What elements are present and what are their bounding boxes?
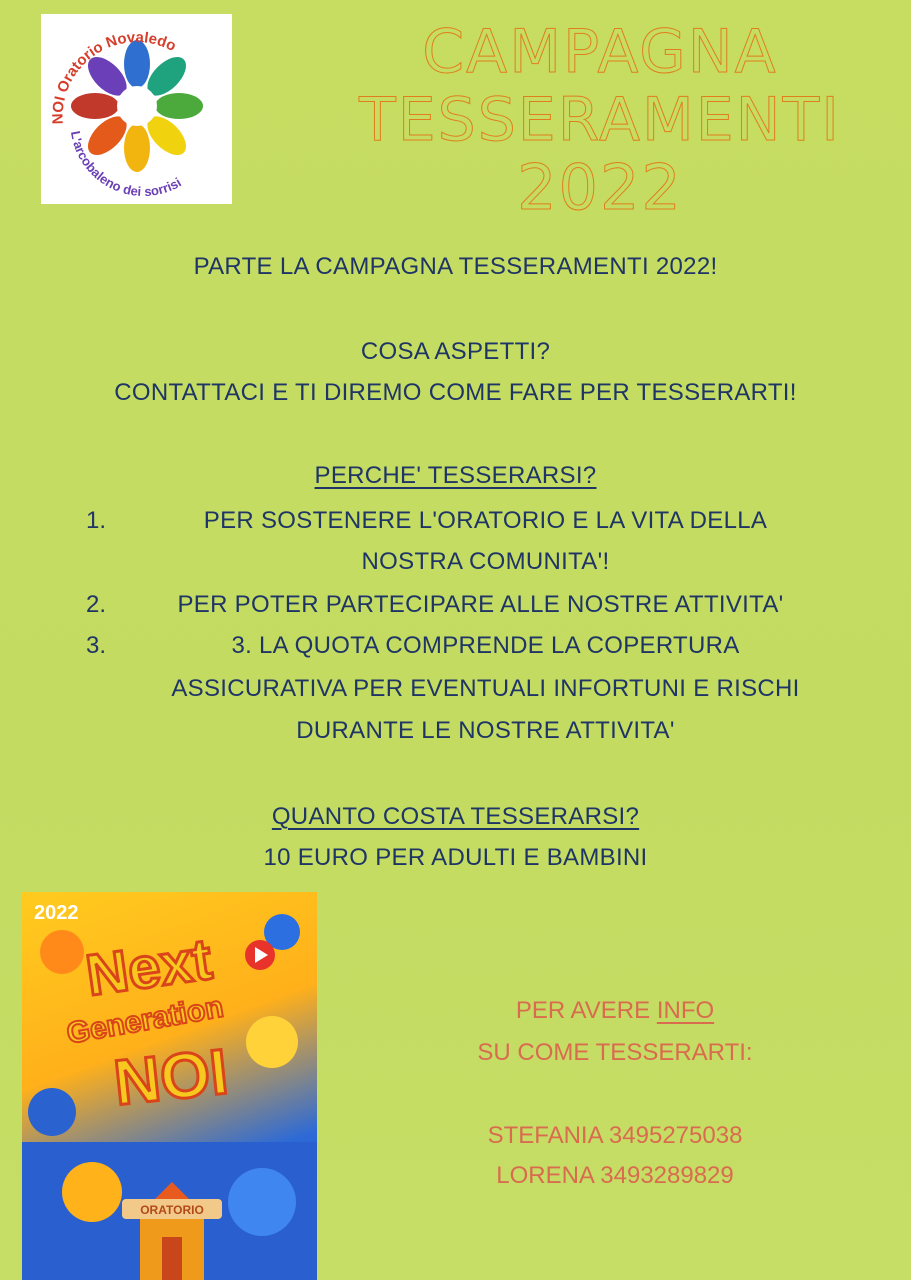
next-generation-poster [22, 892, 317, 1280]
info-link: INFO [656, 997, 715, 1024]
poster-word-noi: NOI [110, 1035, 232, 1119]
poster-oratorio-sign: ORATORIO [140, 1203, 204, 1217]
logo-bottom-text: L'arcobaleno dei sorrisi [67, 129, 184, 200]
list-number-3: 3. [86, 632, 107, 659]
cost-text: 10 EURO PER ADULTI E BAMBINI [263, 844, 648, 871]
oratorio-logo [41, 14, 232, 204]
title-line-2: TESSERAMENTI [359, 85, 841, 155]
why-item-3-line-3: DURANTE LE NOSTRE ATTIVITA' [296, 717, 675, 744]
title-line-1: CAMPAGNA [422, 17, 778, 87]
why-item-2-line-1: PER POTER PARTECIPARE ALLE NOSTRE ATTIVITA' [177, 591, 784, 618]
logo-top-text: NOI Oratorio Novaledo [49, 29, 179, 125]
contact-line-2: SU COME TESSERARTI: [477, 1039, 753, 1066]
why-item-3-line-2: ASSICURATIVA PER EVENTUALI INFORTUNI E RISCHI [171, 675, 800, 702]
why-heading: PERCHE' TESSERARSI? [314, 462, 597, 489]
question-line-2: CONTATTACI E TI DIREMO COME FARE PER TESSERARTI! [114, 379, 797, 406]
why-item-3-line-1: 3. LA QUOTA COMPRENDE LA COPERTURA [231, 632, 740, 659]
contact-lorena: LORENA 3493289829 [496, 1162, 734, 1189]
rainbow-hands-icon [41, 14, 232, 204]
intro-text: PARTE LA CAMPAGNA TESSERAMENTI 2022! [193, 253, 718, 280]
why-item-1-line-2: NOSTRA COMUNITA'! [361, 548, 610, 575]
poster-word-next: Next [82, 926, 216, 1009]
campaign-title [330, 18, 870, 222]
cost-heading: QUANTO COSTA TESSERARSI? [271, 803, 640, 830]
list-number-1: 1. [86, 507, 107, 534]
list-number-2: 2. [86, 591, 107, 618]
poster-word-generation: Generation [64, 990, 226, 1051]
question-line-1: COSA ASPETTI? [360, 338, 551, 365]
contact-line-1-prefix: PER AVERE [515, 997, 657, 1024]
why-item-1-line-1: PER SOSTENERE L'ORATORIO E LA VITA DELLA [203, 507, 768, 534]
title-line-3: 2022 [517, 151, 683, 224]
contact-line-1 [440, 991, 790, 1031]
poster-year: 2022 [34, 902, 79, 924]
contact-stefania: STEFANIA 3495275038 [487, 1122, 743, 1149]
